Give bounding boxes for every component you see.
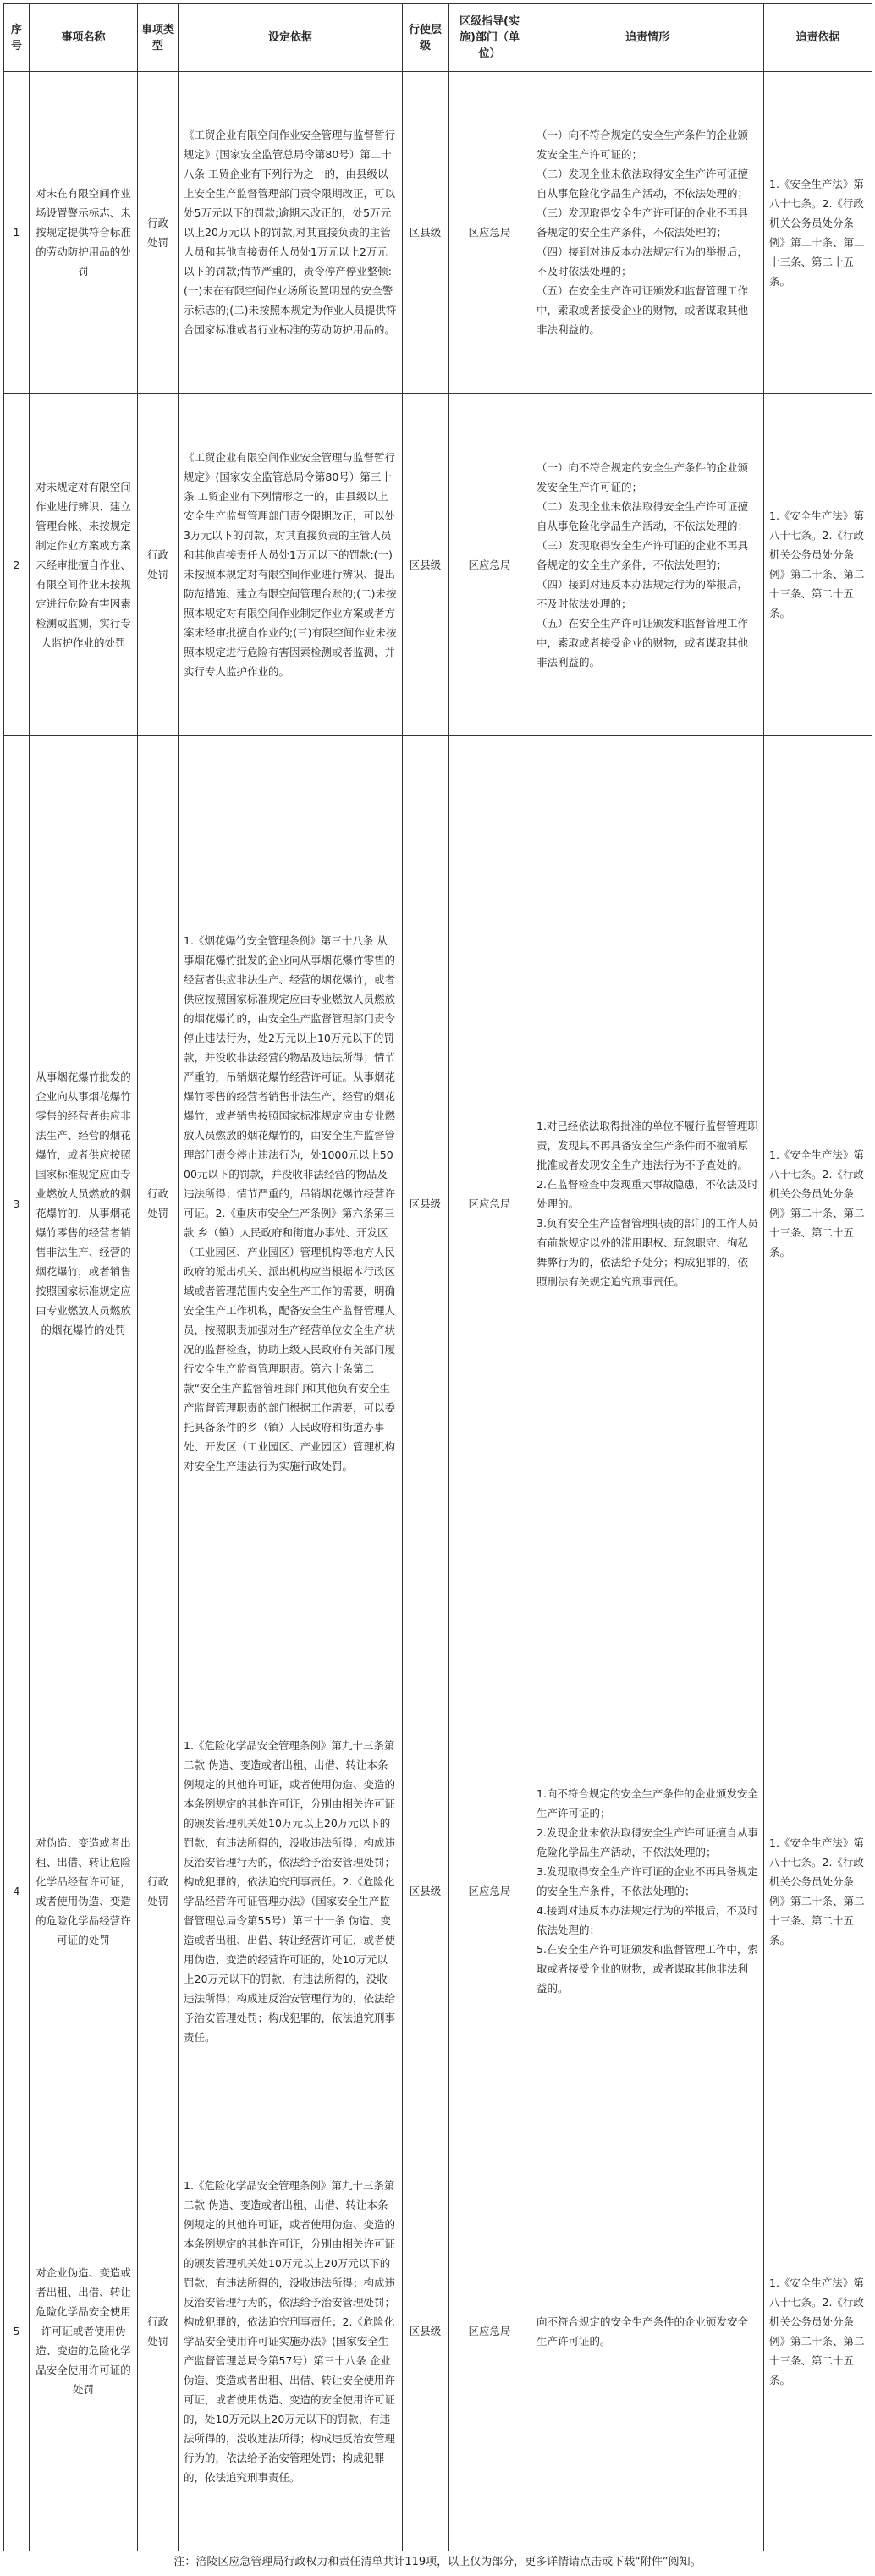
row-legal: 1.《安全生产法》第八十七条。2.《行政机关公务员处分条例》第二十条、第二十三条、第二十五条。 bbox=[764, 72, 872, 394]
row-dept: 区应急局 bbox=[449, 1671, 531, 2111]
header-legal: 追责依据 bbox=[764, 4, 872, 72]
case-line: 向不符合规定的安全生产条件的企业颁发安全生产许可证的。 bbox=[537, 2315, 749, 2348]
case-line: （五）在安全生产许可证颁发和监督管理工作中，索取或者接受企业的财物，或者谋取其他非法利益的。 bbox=[537, 284, 749, 336]
row-level: 区县级 bbox=[403, 394, 449, 736]
row-seq: 1 bbox=[4, 72, 30, 394]
header-level: 行使层级 bbox=[403, 4, 449, 72]
row-cases bbox=[531, 1671, 764, 2111]
row-basis: 《工贸企业有限空间作业安全管理与监督暂行规定》(国家安全监管总局令第80号）第二十八条 工贸企业有下列行为之一的，由县级以上安全生产监督管理部门责令限期改正，可以处5万元以下的罚款;逾期未改正的，处5万元以上20万元以下的罚款,对其直接负责的主管人员和其他直接责任人员处1万元以上2万元以下的罚款;情节严重的，责令停产停业整顿:(一)未在有限空间作业场所设置明显的安全警示标志的;(二)未按照本规定为作业人员提供符合国家标准或者行业标准的劳动防护用品的。 bbox=[179, 72, 403, 394]
row-type: 行政处罚 bbox=[138, 736, 179, 1671]
case-line: 4.接到对违反本办法规定行为的举报后，不及时依法处理的； bbox=[537, 1904, 758, 1936]
case-line: （一）向不符合规定的安全生产条件的企业颁发安全生产许可证的； bbox=[537, 129, 749, 161]
row-level: 区县级 bbox=[403, 736, 449, 1671]
header-name: 事项名称 bbox=[30, 4, 138, 72]
row-type: 行政处罚 bbox=[138, 394, 179, 736]
row-cases bbox=[531, 72, 764, 394]
row-basis: 1.《危险化学品安全管理条例》第九十三条第二款 伪造、变造或者出租、出借、转让本条例规定的其他许可证，或者使用伪造、变造的本条例规定的其他许可证，分别由相关许可证的颁发管理机关处10万元以上20万元以下的罚款，有违法所得的，没收违法所得；构成违反治安管理行为的，依法给予治安管理处罚；构成犯罪的，依法追究刑事责任；2.《危险化学品安全使用许可证实施办法》(国家安全生产监督管理总局令第57号）第三十八条 企业伪造、变造或者出租、出借、转让安全使用许可证，或者使用伪造、变造的安全使用许可证的，处10万元以上20万元以下的罚款，有违法所得的，没收违法所得；构成违反治安管理行为的，依法给予治安管理处罚；构成犯罪的，依法追究刑事责任。 bbox=[179, 2111, 403, 2551]
case-line: （五）在安全生产许可证颁发和监督管理工作中，索取或者接受企业的财物，或者谋取其他非法利益的。 bbox=[537, 616, 749, 669]
case-line: （三）发现取得安全生产许可证的企业不再具备规定的安全生产条件，不依法处理的； bbox=[537, 206, 749, 239]
row-legal: 1.《安全生产法》第八十七条。2.《行政机关公务员处分条例》第二十条、第二十三条、第二十五条。 bbox=[764, 2111, 872, 2551]
power-responsibility-table bbox=[3, 3, 872, 2551]
case-line: 1.向不符合规定的安全生产条件的企业颁发安全生产许可证的； bbox=[537, 1787, 758, 1819]
row-dept: 区应急局 bbox=[449, 72, 531, 394]
row-seq: 4 bbox=[4, 1671, 30, 2111]
case-line: （三）发现取得安全生产许可证的企业不再具备规定的安全生产条件，不依法处理的； bbox=[537, 538, 749, 571]
case-line: （四）接到对违反本办法规定行为的举报后，不及时依法处理的； bbox=[537, 245, 749, 278]
row-dept: 区应急局 bbox=[449, 736, 531, 1671]
row-legal: 1.《安全生产法》第八十七条。2.《行政机关公务员处分条例》第二十条、第二十三条、第二十五条。 bbox=[764, 1671, 872, 2111]
row-name: 对未规定对有限空间作业进行辨识、建立管理台帐、未按规定制定作业方案或方案未经审批擅自作业、有限空间作业未按规定进行危险有害因素检测或监测，实行专人监护作业的处罚 bbox=[30, 394, 138, 736]
header-dept: 区级指导(实施)部门（单位） bbox=[449, 4, 531, 72]
table-row bbox=[4, 72, 872, 394]
table-row bbox=[4, 2111, 872, 2551]
row-seq: 2 bbox=[4, 394, 30, 736]
row-seq: 5 bbox=[4, 2111, 30, 2551]
case-line: （二）发现企业未依法取得安全生产许可证擅自从事危险化学品生产活动，不依法处理的； bbox=[537, 499, 749, 532]
header-cases: 追责情形 bbox=[531, 4, 764, 72]
row-level: 区县级 bbox=[403, 72, 449, 394]
row-type: 行政处罚 bbox=[138, 1671, 179, 2111]
row-name: 对未在有限空间作业场设置警示标志、未按规定提供符合标准的劳动防护用品的处罚 bbox=[30, 72, 138, 394]
header-type: 事项类型 bbox=[138, 4, 179, 72]
row-cases bbox=[531, 736, 764, 1671]
table-row bbox=[4, 1671, 872, 2111]
row-seq: 3 bbox=[4, 736, 30, 1671]
row-name: 从事烟花爆竹批发的企业向从事烟花爆竹零售的经营者供应非法生产、经营的烟花爆竹，或者供应按照国家标准规定应由专业燃放人员燃放的烟花爆竹的，从事烟花爆竹零售的经营者销售非法生产、经营的烟花爆竹，或者销售按照国家标准规定应由专业燃放人员燃放的烟花爆竹的处罚 bbox=[30, 736, 138, 1671]
row-name: 对企业伪造、变造或者出租、出借、转让危险化学品安全使用许可证或者使用伪造、变造的危险化学品安全使用许可证的处罚 bbox=[30, 2111, 138, 2551]
table-row bbox=[4, 394, 872, 736]
row-dept: 区应急局 bbox=[449, 394, 531, 736]
case-line: 2.发现企业未依法取得安全生产许可证擅自从事危险化学品生产活动，不依法处理的； bbox=[537, 1826, 758, 1858]
row-type: 行政处罚 bbox=[138, 2111, 179, 2551]
table-header-row bbox=[4, 4, 872, 72]
row-basis: 1.《烟花爆竹安全管理条例》第三十八条 从事烟花爆竹批发的企业向从事烟花爆竹零售的经营者供应非法生产、经营的烟花爆竹，或者供应按照国家标准规定应由专业燃放人员燃放的烟花爆竹的，由安全生产监督管理部门责令停止违法行为，处2万元以上10万元以下的罚款，并没收非法经营的物品及违法所得；情节严重的，吊销烟花爆竹经营许可证。从事烟花爆竹零售的经营者销售非法生产、经营的烟花爆竹，或者销售按照国家标准规定应由专业燃放人员燃放的烟花爆竹的，由安全生产监督管理部门责令停止违法行为，处1000元以上5000元以下的罚款，并没收非法经营的物品及违法所得；情节严重的，吊销烟花爆竹经营许可证。2.《重庆市安全生产条例》第六条第三款 乡（镇）人民政府和街道办事处、开发区（工业园区、产业园区）管理机构等地方人民政府的派出机关、派出机构应当根据本行政区域或者管理范围内安全生产工作的需要，明确安全生产工作机构，配备安全生产监督管理人员，按照职责加强对生产经营单位安全生产状况的监督检查，协助上级人民政府有关部门履行安全生产监督管理职责。第六十条第二款“安全生产监督管理部门和其他负有安全生产监督管理职责的部门根据工作需要，可以委托具备条件的乡（镇）人民政府和街道办事处、开发区（工业园区、产业园区）管理机构对安全生产违法行为实施行政处罚。 bbox=[179, 736, 403, 1671]
case-line: 3.负有安全生产监督管理职责的部门的工作人员有前款规定以外的滥用职权、玩忽职守、徇私舞弊行为的，依法给予处分；构成犯罪的，依照刑法有关规定追究刑事责任。 bbox=[537, 1216, 758, 1288]
row-basis: 《工贸企业有限空间作业安全管理与监督暂行规定》(国家安全监管总局令第80号）第三十条 工贸企业有下列情形之一的，由县级以上安全生产监督管理部门责令限期改正，可以处3万元以下的罚款，对其直接负责的主管人员和其他直接责任人员处1万元以下的罚款:(一)未按照本规定对有限空间作业进行辨识、提出防范措施、建立有限空间管理台账的;(二)未按照本规定对有限空间作业制定作业方案或者方案未经审批擅自作业的;(三)有限空间作业未按照本规定进行危险有害因素检测或者监测，并实行专人监护作业的。 bbox=[179, 394, 403, 736]
case-line: 1.对已经依法取得批准的单位不履行监督管理职责，发现其不再具备安全生产条件而不撤销原批准或者发现安全生产违法行为不予查处的。 bbox=[537, 1119, 758, 1171]
row-dept: 区应急局 bbox=[449, 2111, 531, 2551]
table-row bbox=[4, 736, 872, 1671]
row-name: 对伪造、变造或者出租、出借、转让危险化学品经营许可证，或者使用伪造、变造的危险化学品经营许可证的处罚 bbox=[30, 1671, 138, 2111]
case-line: （一）向不符合规定的安全生产条件的企业颁发安全生产许可证的； bbox=[537, 460, 749, 493]
row-legal: 1.《安全生产法》第八十七条。2.《行政机关公务员处分条例》第二十条、第二十三条、第二十五条。 bbox=[764, 394, 872, 736]
row-level: 区县级 bbox=[403, 2111, 449, 2551]
row-basis: 1.《危险化学品安全管理条例》第九十三条第二款 伪造、变造或者出租、出借、转让本条例规定的其他许可证，或者使用伪造、变造的本条例规定的其他许可证，分别由相关许可证的颁发管理机关处10万元以上20万元以下的罚款，有违法所得的，没收违法所得；构成违反治安管理行为的，依法给予治安管理处罚；构成犯罪的，依法追究刑事责任。2.《危险化学品经营许可证管理办法》（国家安全生产监督管理总局令第55号）第三十一条 伪造、变造或者出租、出借、转让经营许可证，或者使用伪造、变造的经营许可证的，处10万元以上20万元以下的罚款，有违法所得的，没收违法所得；构成违反治安管理行为的，依法给予治安管理处罚；构成犯罪的，依法追究刑事责任。 bbox=[179, 1671, 403, 2111]
header-basis: 设定依据 bbox=[179, 4, 403, 72]
header-seq: 序号 bbox=[4, 4, 30, 72]
row-level: 区县级 bbox=[403, 1671, 449, 2111]
case-line: 2.在监督检查中发现重大事故隐患，不依法及时处理的。 bbox=[537, 1177, 758, 1210]
case-line: （四）接到对违反本办法规定行为的举报后，不及时依法处理的； bbox=[537, 577, 749, 610]
row-cases bbox=[531, 2111, 764, 2551]
row-legal: 1.《安全生产法》第八十七条。2.《行政机关公务员处分条例》第二十条、第二十三条、第二十五条。 bbox=[764, 736, 872, 1671]
case-line: 5.在安全生产许可证颁发和监督管理工作中，索取或者接受企业的财物，或者谋取其他非法利益的。 bbox=[537, 1943, 758, 1995]
row-type: 行政处罚 bbox=[138, 72, 179, 394]
case-line: 3.发现取得安全生产许可证的企业不再具备规定的安全生产条件，不依法处理的； bbox=[537, 1865, 758, 1897]
footnote: 注：涪陵区应急管理局行政权力和责任清单共计119项，以上仅为部分，更多详情请点击或下载“附件”阅知。 bbox=[173, 2556, 702, 2568]
row-cases bbox=[531, 394, 764, 736]
case-line: （二）发现企业未依法取得安全生产许可证擅自从事危险化学品生产活动，不依法处理的； bbox=[537, 168, 749, 200]
